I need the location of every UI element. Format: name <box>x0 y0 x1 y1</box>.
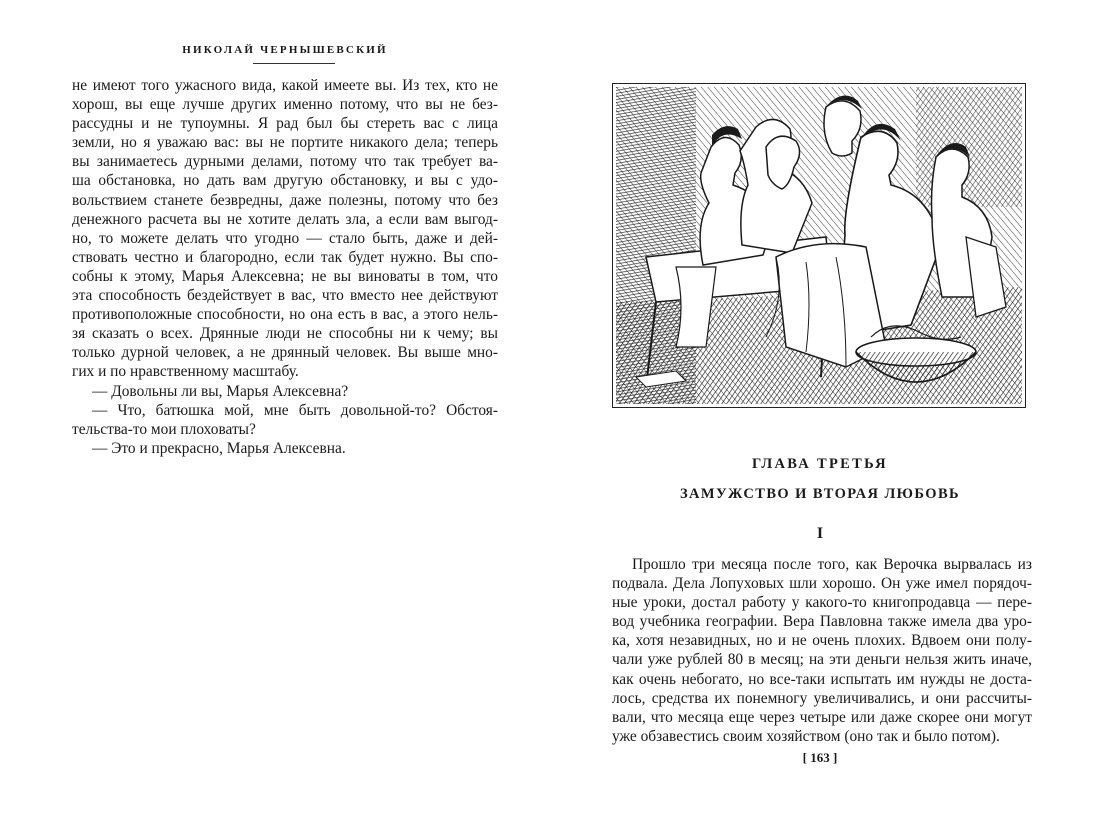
text-line: рассудны и не тупоумны. Я рад был бы стереть вас с лица <box>72 115 498 133</box>
text-line: уже обзавестись своим хозяйством (оно так и было потом). <box>612 727 1000 745</box>
dialogue-line: — Это и прекрасно, Марья Алексевна. <box>92 439 346 457</box>
dialogue-line: — Довольны ли вы, Марья Алексевна? <box>92 382 349 400</box>
text-line: ные уроки, достал работу у какого-то книгопродавца — пере- <box>612 594 1032 612</box>
text-line: земли, но я уважаю вас: вы не портите никакого дела; теперь <box>72 134 498 152</box>
text-line: подвала. Дела Лопуховых шли хорошо. Он уже имел порядоч- <box>612 575 1032 593</box>
text-line: чали уже рублей 80 в месяц; на эти деньги нельзя жить иначе, <box>612 651 1032 669</box>
running-head-rule <box>253 63 335 64</box>
text-line: только дурной человек, а не дрянный человек. Вы выше мно- <box>72 344 498 362</box>
chapter-subtitle: ЗАМУЖСТВО И ВТОРАЯ ЛЮБОВЬ <box>679 486 960 502</box>
text-line: вали, что месяца еще через четыре или даже скорее они могут <box>612 708 1032 726</box>
text-line: тельства-то мои плоховаты? <box>72 420 256 438</box>
text-line: Прошло три месяца после того, как Верочка вырвалась из <box>632 556 1032 573</box>
text-line: гих и по нравственному масштабу. <box>72 363 299 381</box>
text-line: как очень небогато, но все-таки испытать им нужды не доста- <box>612 670 1032 688</box>
right-body-text <box>612 555 1032 746</box>
text-line: зя сказать о всех. Дрянные люди не способны ни к чему; вы <box>72 325 498 343</box>
chapter-illustration <box>612 83 1026 408</box>
chapter-title: ГЛАВА ТРЕТЬЯ <box>752 456 888 472</box>
seamstresses-engraving <box>616 87 1022 404</box>
text-line: собны к этому, Марья Алексевна; не вы виноваты в том, что <box>72 267 498 285</box>
text-line: эта способность бездействует в вас, что вместо нее действуют <box>72 287 498 305</box>
page-number: [ 163 ] <box>802 750 838 765</box>
text-line: вы занимаетесь дурными делами, потому что так требует ва- <box>72 153 498 171</box>
dialogue-line: — Что, батюшка мой, мне быть довольной-то? Обстоя- <box>92 401 498 419</box>
text-line: ствовать честно и благородно, если так будет нужно. Вы спо- <box>72 248 498 266</box>
text-line: денежного расчета вы не хотите делать зла, а если вам выгод- <box>72 210 498 228</box>
text-line: ка, хотя незавидных, но и не очень плохих. Вдвоем они полу- <box>612 632 1032 650</box>
text-line: противоположные способности, но она есть в вас, а этого нель- <box>72 306 498 324</box>
text-line: не имеют того ужасного вида, какой имеете вы. Из тех, кто не <box>72 77 498 94</box>
right-page <box>550 0 1100 825</box>
text-line: но, то можете делать что угодно — стало быть, даже и дей- <box>72 229 498 247</box>
text-line: лось, средства их понемногу увеличивались, и они рассчиты- <box>612 689 1032 707</box>
text-line: хорош, вы еще лучше других именно потому, что вы не без- <box>72 96 498 114</box>
running-head-author: НИКОЛАЙ ЧЕРНЫШЕВСКИЙ <box>182 44 388 56</box>
left-body-text <box>72 76 498 458</box>
text-line: вод учебника географии. Вера Павловна также имела два уро- <box>612 613 1032 631</box>
text-line: вольствием станете безвредны, даже полезны, потому что без <box>72 191 498 209</box>
section-number: I <box>816 525 824 542</box>
text-line: ша обстановка, но дать вам другую обстановку, и вы с удо- <box>72 172 498 190</box>
